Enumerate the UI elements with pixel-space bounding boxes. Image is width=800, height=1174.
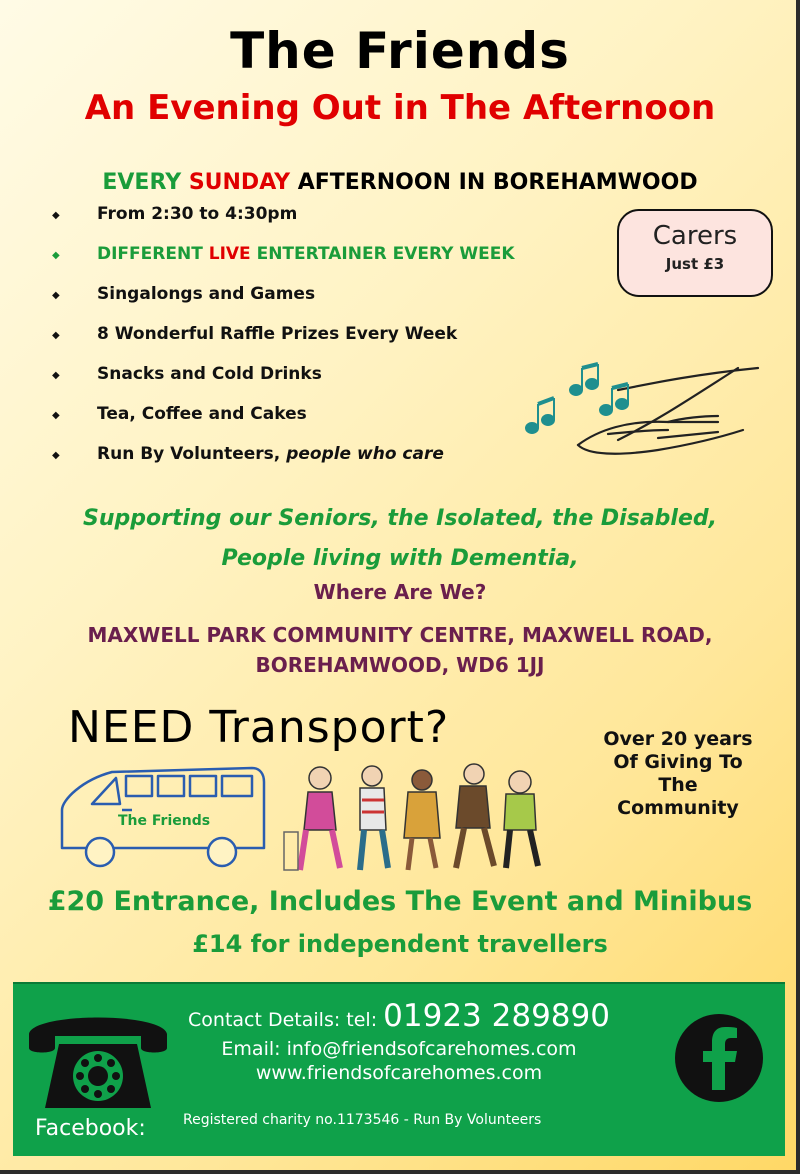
contact-panel bbox=[13, 982, 785, 1156]
different-text: DIFFERENT bbox=[97, 244, 203, 264]
schedule-rest: AFTERNOON IN BOREHAMWOOD bbox=[297, 170, 698, 195]
bullet-diamond-icon: ◆ bbox=[52, 290, 60, 301]
bus-label: The Friends bbox=[118, 813, 211, 829]
transport-heading: NEED Transport? bbox=[68, 702, 450, 753]
people-who-care-text: people who care bbox=[286, 444, 444, 464]
support-line-2: People living with Dementia, bbox=[221, 546, 579, 571]
music-hand-icon bbox=[518, 360, 778, 470]
address-line-1: MAXWELL PARK COMMUNITY CENTRE, MAXWELL ROAD, bbox=[87, 623, 713, 647]
entrance-price: £20 Entrance, Includes The Event and Minibus bbox=[47, 886, 753, 917]
poster-subtitle: An Evening Out in The Afternoon bbox=[84, 88, 716, 128]
independent-price: £14 for independent travellers bbox=[192, 930, 608, 958]
bullet-diamond-icon: ◆ bbox=[52, 450, 60, 461]
facebook-icon[interactable] bbox=[673, 1012, 765, 1104]
location-heading: Where Are We? bbox=[313, 580, 487, 604]
contact-website[interactable]: www.friendsofcarehomes.com bbox=[255, 1062, 543, 1084]
phone-number[interactable]: 01923 289890 bbox=[383, 998, 610, 1034]
carers-label: Carers bbox=[652, 221, 738, 251]
address-line-2: BOREHAMWOOD, WD6 1JJ bbox=[255, 653, 545, 677]
bullet-diamond-icon: ◆ bbox=[52, 410, 60, 421]
facebook-label: Facebook: bbox=[35, 1116, 146, 1141]
carers-price: Just £3 bbox=[665, 255, 725, 273]
schedule-line bbox=[0, 170, 800, 195]
bullet-diamond-icon: ◆ bbox=[52, 370, 60, 381]
schedule-sunday: SUNDAY bbox=[188, 170, 291, 195]
carers-price-box bbox=[617, 209, 773, 297]
years-badge: Over 20 years Of Giving To The Community bbox=[603, 728, 753, 819]
bullet-diamond-icon: ◆ bbox=[52, 210, 60, 221]
poster-title: The Friends bbox=[230, 22, 570, 80]
dancing-seniors-icon bbox=[280, 760, 560, 880]
contact-tel-prefix: Contact Details: tel: bbox=[188, 1009, 378, 1031]
registered-charity-text: Registered charity no.1173546 - Run By Volunteers bbox=[183, 1112, 542, 1128]
live-text: LIVE bbox=[208, 244, 251, 264]
bullet-diamond-icon: ◆ bbox=[52, 330, 60, 341]
entertainer-text: ENTERTAINER EVERY WEEK bbox=[256, 244, 515, 264]
contact-email[interactable]: Email: info@friendsofcarehomes.com bbox=[221, 1038, 577, 1060]
schedule-every: EVERY bbox=[102, 170, 182, 195]
poster: The Friends An Evening Out in The Afternoon EVERY SUNDAY AFTERNOON IN BOREHAMWOOD ◆ From 2:30 to 4:30pm ◆ DIFFERENT LIVE ENTERTAINER EVERY WEEK ◆ Singalongs and Games ◆ 8 Wonderful Raffle Prizes Every Week ◆ Snacks and Cold Drinks ◆ Tea, Coffee and Cakes ◆ Run By Volunteers, people who care Carers Just £3 Supporting our Seniors, the Isolated, the Disabled, People living with Dementia, Where Are We? MAXWELL PARK COMMUNITY CENTRE, MAXWELL ROAD, BOREHAMWOOD, WD6 1JJ NEED Transport? Over 20 years Of Giving To The Community The Friends £20 Entrance, Includes The Event and Minibus £14 for independent travellers Facebook: Contact Details: tel: 01923 289890 Email: info@friendsofcarehomes.com www.friendsofcarehomes.com Registered charity no.1173546 - Run By Volunteers bbox=[0, 0, 800, 1174]
contact-phone-line bbox=[13, 998, 785, 1034]
volunteers-text: Run By Volunteers, bbox=[97, 444, 281, 464]
support-line-1: Supporting our Seniors, the Isolated, the Disabled, bbox=[83, 506, 717, 531]
bullet-diamond-icon: ◆ bbox=[52, 250, 60, 261]
